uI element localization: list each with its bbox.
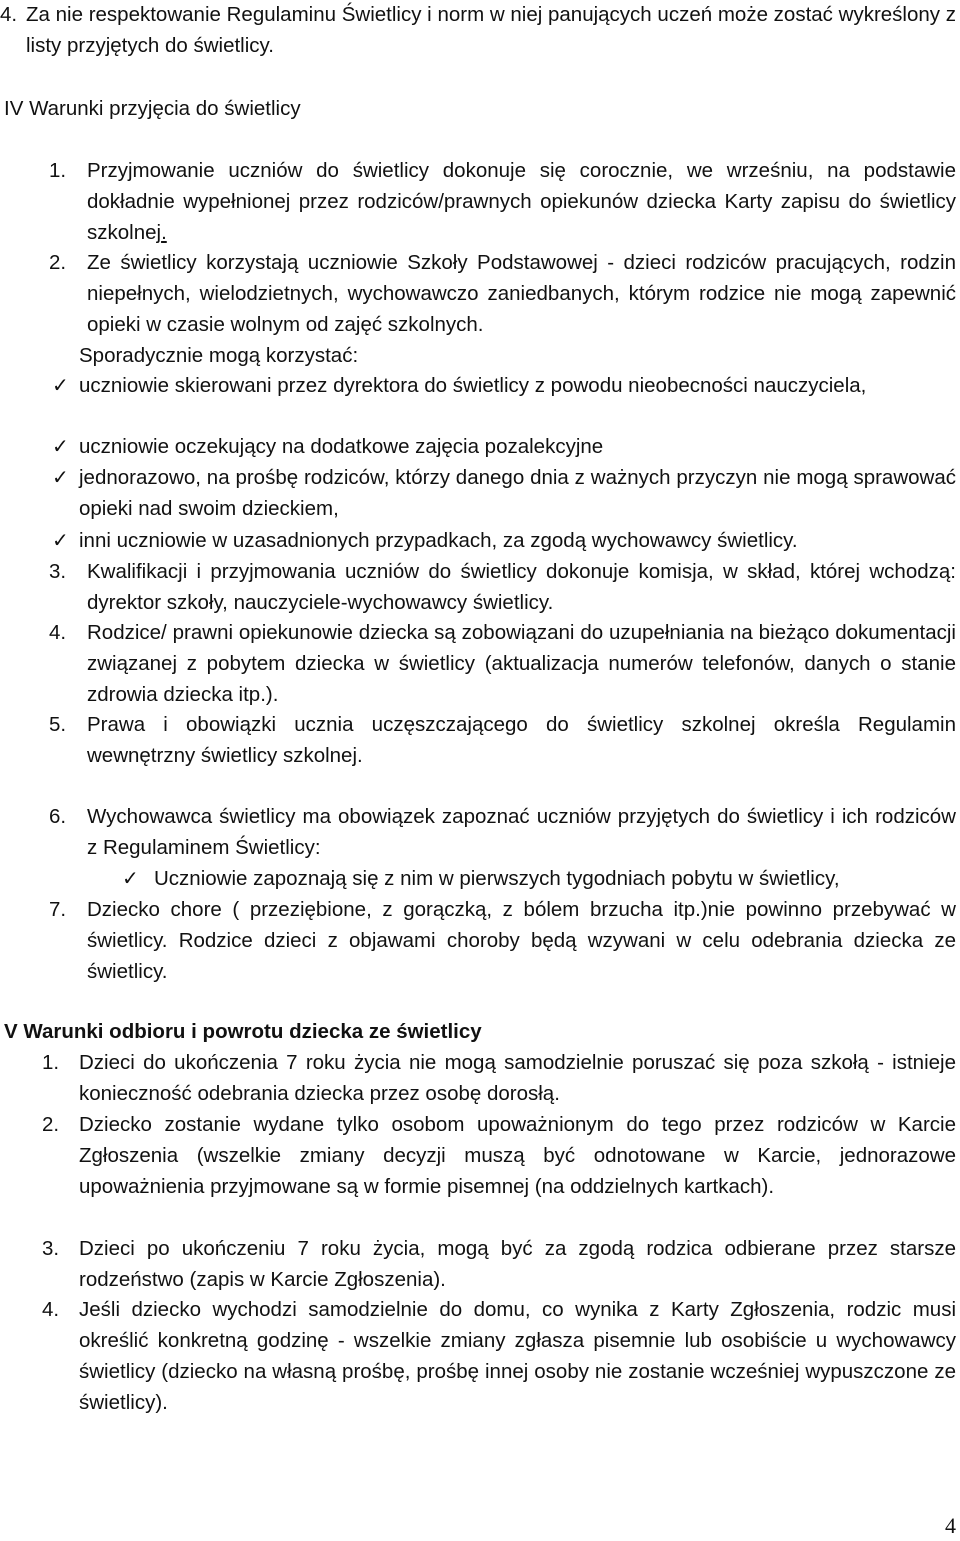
list-text: Dziecko chore ( przeziębione, z gorączką, z bólem brzucha itp.)nie powinno przebywać w świetlicy. Rodzice dzieci z objawami choroby będą wzywani w celu odebrania dziecka ze świetlicy. (87, 898, 956, 983)
list-number: 7. (49, 898, 67, 921)
check-item (52, 431, 956, 462)
list-text: Prawa i obowiązki ucznia uczęszczającego do świetlicy szkolnej określa Regulamin wewnętrzny świetlicy szkolnej. (87, 713, 956, 767)
check-text: uczniowie skierowani przez dyrektora do świetlicy z powodu nieobecności nauczyciela, (79, 374, 867, 397)
check-text: inni uczniowie w uzasadnionych przypadkach, za zgodą wychowawcy świetlicy. (79, 529, 798, 552)
check-item (52, 462, 956, 524)
list-text: Kwalifikacji i przyjmowania uczniów do świetlicy dokonuje komisja, w skład, której wchodzą: dyrektor szkoły, nauczyciele-wychowawcy świetlicy. (87, 560, 956, 614)
check-text: Uczniowie zapoznają się z nim w pierwszych tygodniach pobytu w świetlicy, (154, 867, 840, 890)
check-item (122, 863, 956, 894)
check-icon: ✓ (52, 528, 69, 552)
list-text-body: Przyjmowanie uczniów do świetlicy dokonuje się corocznie, we wrześniu, na podstawie dokładnie wypełnionej przez rodziców/prawnych opiekunów dziecka Karty zapisu do świetlicy szkolnej (87, 159, 956, 244)
list-item (42, 1233, 956, 1295)
list-text: Wychowawca świetlicy ma obowiązek zapoznać uczniów przyjętych do świetlicy i ich rodziców z Regulaminem Świetlicy: (87, 805, 956, 859)
list-number: 5. (49, 713, 67, 736)
list-text: Ze świetlicy korzystają uczniowie Szkoły Podstawowej - dzieci rodziców pracujących, rodzin niepełnych, wielodzietnych, wychowawczo zaniedbanych, którym rodzice nie mogą zapewnić opieki w czasie wolnym od zajęć szkolnych. (87, 251, 956, 336)
list-number: 4. (49, 621, 67, 644)
list-item (42, 1047, 956, 1109)
list-text (87, 155, 956, 248)
section-heading: IV Warunki przyjęcia do świetlicy (4, 97, 301, 120)
list-item (49, 709, 956, 771)
list-number: 3. (42, 1237, 60, 1260)
list-number: 1. (49, 159, 67, 182)
list-text: Rodzice/ prawni opiekunowie dziecka są zobowiązani do uzupełniania na bieżąco dokumentacji związanej z pobytem dziecka w świetlicy (aktualizacja numerów telefonów, danych o stanie zdrowia dziecka itp.). (87, 621, 956, 706)
check-icon: ✓ (52, 373, 69, 397)
occasional-intro: Sporadycznie mogą korzystać: (79, 344, 359, 367)
list-text: Dzieci po ukończeniu 7 roku życia, mogą być za zgodą rodzica odbierane przez starsze rodzeństwo (zapis w Karcie Zgłoszenia). (79, 1237, 956, 1291)
list-text: Za nie respektowanie Regulaminu Świetlicy i norm w niej panujących uczeń może zostać wykreślony z listy przyjętych do świetlicy. (26, 3, 956, 57)
list-item (49, 894, 956, 987)
check-icon: ✓ (52, 465, 69, 489)
list-item (49, 155, 956, 248)
check-item (52, 370, 956, 401)
list-text: Dzieci do ukończenia 7 roku życia nie mogą samodzielnie poruszać się poza szkołą - istnieje konieczność odebrania dziecka przez osobę dorosłą. (79, 1051, 956, 1105)
list-number: 6. (49, 805, 67, 828)
list-number: 2. (42, 1113, 60, 1136)
check-text: jednorazowo, na prośbę rodziców, którzy danego dnia z ważnych przyczyn nie mogą sprawować opieki nad swoim dzieckiem, (79, 466, 956, 520)
list-number: 2. (49, 251, 67, 274)
list-item (49, 247, 956, 340)
check-icon: ✓ (122, 866, 139, 890)
check-item (52, 525, 956, 556)
list-number: 4. (0, 3, 18, 26)
list-item (42, 1109, 956, 1202)
list-number: 4. (42, 1298, 60, 1321)
section-heading: V Warunki odbioru i powrotu dziecka ze świetlicy (4, 1020, 482, 1043)
page-number: 4 (945, 1513, 956, 1538)
list-item (0, 0, 956, 61)
list-item (49, 617, 956, 710)
list-item (49, 556, 956, 618)
list-text: Jeśli dziecko wychodzi samodzielnie do domu, co wynika z Karty Zgłoszenia, rodzic musi określić konkretną godzinę - wszelkie zmiany zgłasza pisemnie lub osobiście u wychowawcy świetlicy (dziecko na własną prośbę, prośbę innej osoby nie zostanie wcześniej wypuszczone ze świetlicy). (79, 1298, 956, 1414)
check-icon: ✓ (52, 434, 69, 458)
list-text-tail: . (161, 221, 167, 244)
check-text: uczniowie oczekujący na dodatkowe zajęcia pozalekcyjne (79, 435, 604, 458)
list-item (49, 801, 956, 863)
list-text: Dziecko zostanie wydane tylko osobom upoważnionym do tego przez rodziców w Karcie Zgłoszenia (wszelkie zmiany decyzji muszą być odnotowane w Karcie, jednorazowe upoważnienia przyjmowane są w formie pisemnej (na oddzielnych kartkach). (79, 1113, 956, 1198)
list-item (42, 1294, 956, 1418)
list-number: 1. (42, 1051, 60, 1074)
list-number: 3. (49, 560, 67, 583)
